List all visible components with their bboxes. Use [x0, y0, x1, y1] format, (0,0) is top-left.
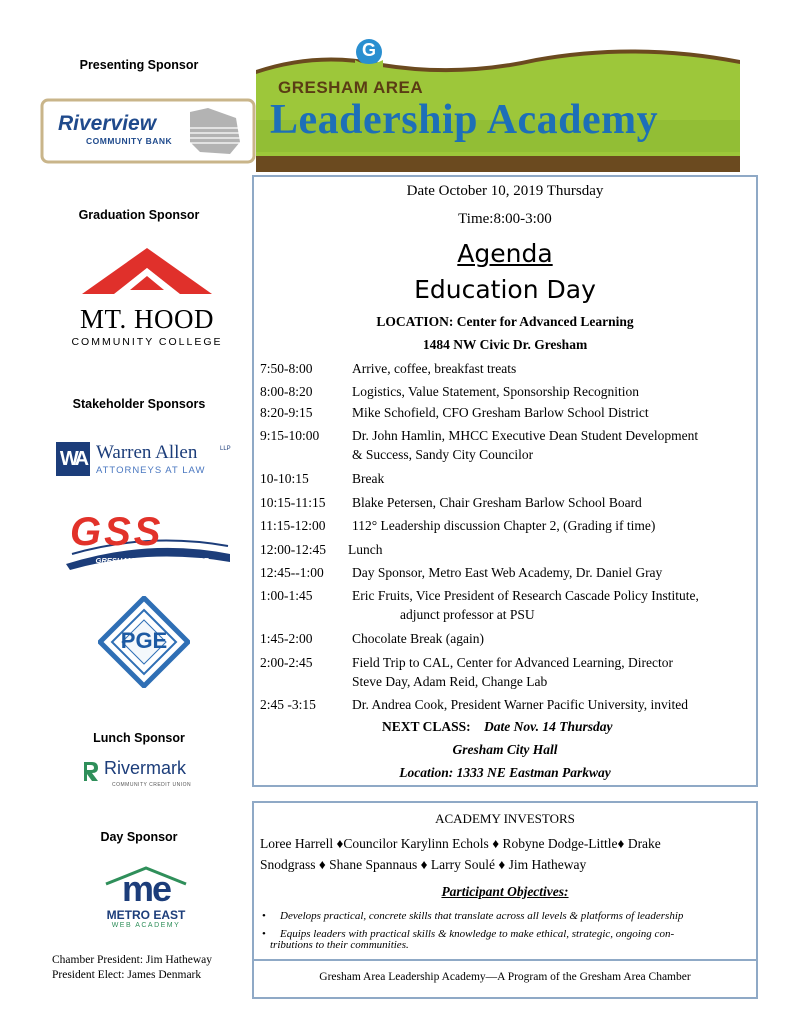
- program-footer: Gresham Area Leadership Academy—A Program of the Gresham Area Chamber: [319, 971, 691, 983]
- agenda-item-time: 7:50-8:00: [260, 361, 313, 376]
- agenda-item-desc: Mike Schofield, CFO Gresham Barlow School District: [352, 405, 649, 420]
- objective-text: Develops practical, concrete skills that translate across all levels & platforms of leadership: [280, 910, 684, 922]
- agenda-item-desc: adjunct professor at PSU: [400, 607, 535, 622]
- agenda-item-desc: Blake Petersen, Chair Gresham Barlow School Board: [352, 495, 642, 510]
- agenda-item-desc: Logistics, Value Statement, Sponsorship Recognition: [352, 384, 639, 399]
- metro-east-mark: me: [121, 868, 171, 909]
- investors-panel: [252, 801, 758, 999]
- agenda-item-desc: & Success, Sandy City Councilor: [352, 447, 534, 462]
- agenda-item-time: 1:00-1:45: [260, 588, 313, 603]
- objectives-heading: [254, 884, 756, 900]
- agenda-title: [254, 239, 756, 268]
- riverview-logo: [40, 98, 256, 164]
- next-class-label: NEXT CLASS:: [382, 719, 471, 734]
- agenda-item-time: 9:15-10:00: [260, 428, 320, 443]
- next-class-location: Location: 1333 NE Eastman Parkway: [399, 765, 611, 780]
- agenda-subtitle: Education Day: [414, 275, 596, 304]
- agenda-title-text: Agenda: [457, 239, 553, 268]
- agenda-item-desc: 112° Leadership discussion Chapter 2, (Grading if time): [352, 518, 656, 533]
- warren-allen-mark: WA: [56, 442, 90, 476]
- agenda-location: LOCATION: Center for Advanced Learning: [376, 314, 634, 329]
- mthood-logo: [62, 246, 232, 350]
- investors-heading: ACADEMY INVESTORS: [435, 811, 575, 826]
- gss-name: GSS: [70, 510, 164, 554]
- president-elect: President Elect: James Denmark: [52, 969, 202, 981]
- gresham-logo-mark: G: [361, 40, 376, 60]
- agenda-item-desc: Field Trip to CAL, Center for Advanced Learning, Director: [352, 655, 673, 670]
- investors-line2: Snodgrass ♦ Shane Spannaus ♦ Larry Soulé ♦ Jim Hatheway: [260, 857, 587, 872]
- banner-line1: GRESHAM AREA: [278, 78, 424, 97]
- agenda-item-time: 12:00-12:45: [260, 542, 326, 557]
- agenda-item-desc: Day Sponsor, Metro East Web Academy, Dr. Daniel Gray: [352, 565, 663, 580]
- agenda-item-time: 1:45-2:00: [260, 631, 313, 646]
- day-sponsor-heading: Day Sponsor: [100, 830, 178, 844]
- rivermark-subtitle: COMMUNITY CREDIT UNION: [112, 782, 192, 788]
- stakeholder-sponsors-heading: Stakeholder Sponsors: [72, 397, 206, 411]
- rivermark-name: Rivermark: [104, 758, 187, 778]
- mthood-subtitle: COMMUNITY COLLEGE: [71, 336, 223, 348]
- agenda-item-desc: Arrive, coffee, breakfast treats: [352, 361, 517, 376]
- agenda-address: 1484 NW Civic Dr. Gresham: [422, 337, 588, 352]
- agenda-item-desc: Break: [352, 471, 385, 486]
- metro-east-subtitle: WEB ACADEMY: [111, 922, 181, 929]
- bullet-icon: •: [262, 928, 266, 940]
- agenda-item-desc: Dr. John Hamlin, MHCC Executive Dean Student Development: [352, 428, 699, 443]
- pge-name: PGE: [120, 628, 168, 653]
- agenda-item-desc: Dr. Andrea Cook, President Warner Pacific University, invited: [352, 697, 688, 712]
- agenda-item-time: 10:15-11:15: [260, 495, 326, 510]
- agenda-item-desc: Chocolate Break (again): [352, 631, 484, 646]
- warren-allen-logo: [56, 442, 236, 478]
- lunch-sponsor-heading: Lunch Sponsor: [93, 731, 185, 745]
- rivermark-logo: [82, 758, 212, 790]
- metro-east-name: METRO EAST: [106, 908, 186, 922]
- riverview-subtitle: COMMUNITY BANK: [86, 136, 173, 146]
- agenda-time: Time:8:00-3:00: [458, 211, 552, 227]
- riverview-name: Riverview: [58, 112, 157, 135]
- next-class-date: Date Nov. 14 Thursday: [484, 719, 613, 734]
- agenda-item-desc: Lunch: [348, 542, 383, 557]
- warren-allen-subtitle: ATTORNEYS AT LAW: [96, 465, 206, 476]
- agenda-item-time: 8:00-8:20: [260, 384, 313, 399]
- agenda-item-time: 12:45--1:00: [260, 565, 324, 580]
- rivermark-icon: [82, 760, 100, 782]
- leadership-academy-banner: [256, 40, 740, 172]
- agenda-item-time: 10-10:15: [260, 471, 309, 486]
- objective-text: tributions to their communities.: [270, 939, 409, 951]
- mountain-icon: [62, 246, 232, 302]
- next-class-place: Gresham City Hall: [452, 742, 558, 757]
- agenda-item-time: 2:45 -3:15: [260, 697, 316, 712]
- footer-divider: [254, 959, 756, 961]
- bullet-icon: •: [262, 910, 266, 922]
- presenting-sponsor-heading: Presenting Sponsor: [79, 58, 199, 72]
- warren-allen-llp: LLP: [220, 446, 231, 452]
- warren-allen-name: Warren Allen: [96, 442, 198, 463]
- agenda-item-desc: Steve Day, Adam Reid, Change Lab: [352, 674, 548, 689]
- agenda-item-time: 11:15-12:00: [260, 518, 326, 533]
- chamber-president: Chamber President: Jim Hatheway: [52, 954, 213, 966]
- agenda-item-time: 8:20-9:15: [260, 405, 313, 420]
- agenda-panel: [252, 175, 758, 787]
- objective-text: Equips leaders with practical skills & knowledge to make ethical, strategic, ongoing con-: [280, 928, 675, 940]
- agenda-item-desc: Eric Fruits, Vice President of Research Cascade Policy Institute,: [352, 588, 699, 603]
- gss-subtitle: GRESHAM SANITARY SERVICE: [95, 556, 209, 565]
- mthood-name: MT. HOOD: [80, 304, 214, 334]
- banner-title: Leadership Academy: [270, 97, 659, 143]
- metro-east-logo: [96, 866, 196, 936]
- gss-logo: [62, 510, 234, 572]
- agenda-date: Date October 10, 2019 Thursday: [406, 183, 604, 199]
- graduation-sponsor-heading: Graduation Sponsor: [78, 208, 200, 222]
- agenda-item-time: 2:00-2:45: [260, 655, 313, 670]
- investors-line1: Loree Harrell ♦Councilor Karylinn Echols ♦ Robyne Dodge-Little♦ Drake: [260, 836, 661, 851]
- objectives-heading-text: Participant Objectives:: [441, 884, 569, 899]
- pge-logo: [98, 596, 190, 688]
